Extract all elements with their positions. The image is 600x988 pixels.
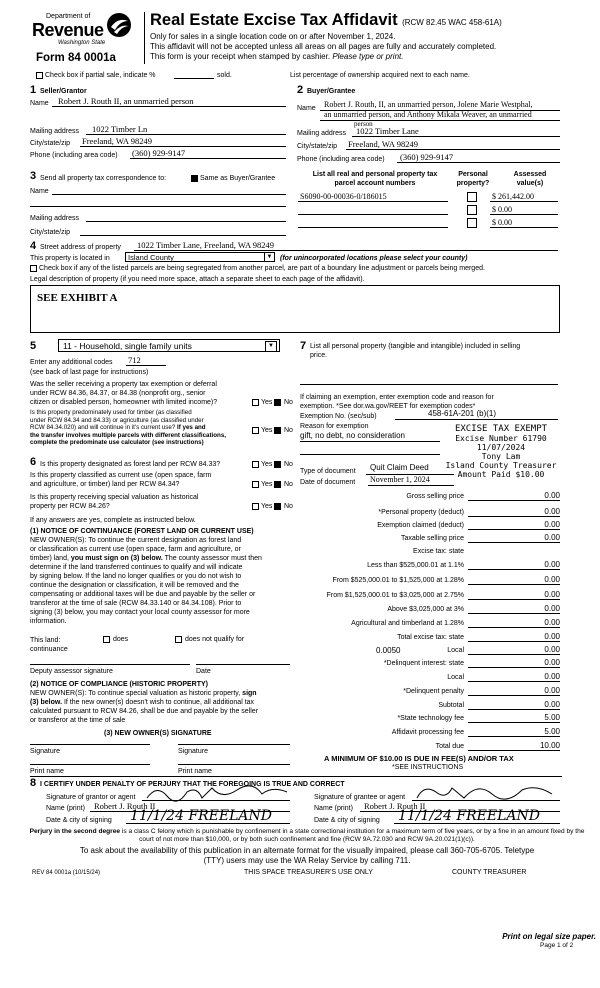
parcel-row-2-value-line: [490, 214, 558, 215]
parcel-col-header-3b: value(s): [516, 180, 544, 187]
tax-row-label: Gross selling price: [406, 493, 464, 500]
tax-row-line: [468, 500, 560, 501]
timber-question-b: under RCW 84.34 and 84.33) or agriculture (as classified under: [30, 416, 204, 424]
deputy-date-label: Date: [196, 668, 211, 675]
land-use-chevron-icon: ▼: [265, 341, 277, 352]
exemption-question: [30, 380, 260, 407]
exemption-reason-line-2[interactable]: [300, 454, 440, 455]
partial-sale-percent-field[interactable]: [174, 78, 214, 79]
exemption-claim-label-1: If claiming an exemption, enter exemption code and reason for: [300, 394, 494, 401]
document-type-label: Type of document: [300, 468, 356, 475]
same-as-buyer-label: Same as Buyer/Grantee: [200, 175, 276, 182]
tax-row-label: Less than $525,000.01 at 1.1%: [367, 562, 464, 569]
seller-mail-value[interactable]: 1022 Timber Ln: [92, 124, 148, 134]
unincorporated-note: (for unincorporated locations please select your county): [280, 255, 468, 262]
tax-row-line: [468, 695, 560, 696]
notice-compliance-b: [30, 698, 292, 707]
tax-row-value[interactable]: 0.00: [544, 645, 560, 654]
tax-row-value[interactable]: 0.00: [544, 604, 560, 613]
legal-description-label: Legal description of property (if you need more space, attach a separate sheet to each page of the affidavit).: [30, 276, 365, 283]
buyer-phone-label: Phone (including area code): [297, 156, 385, 163]
minimum-due-note: A MINIMUM OF $10.00 IS DUE IN FEE(S) AND/OR TAX: [324, 754, 514, 763]
new-owner-signature-title: (3) NEW OWNER(S) SIGNATURE: [104, 730, 212, 737]
land-use-select[interactable]: [58, 339, 280, 352]
forest-yes-label: Yes: [261, 461, 273, 468]
tax-row-line: [468, 516, 560, 517]
parcel-col-header-1b: parcel account numbers: [334, 180, 416, 187]
timber-question-a: Is this property predominately used for timber (as classified: [30, 409, 192, 416]
legal-description-box[interactable]: [30, 285, 560, 333]
parcel-row-3-personal-checkbox[interactable]: [467, 218, 477, 228]
parcel-row-1-value-line: [490, 201, 558, 202]
parcel-row-2-line[interactable]: [298, 214, 448, 215]
stamp-line-3: 11/07/2024: [476, 443, 526, 452]
notice-compliance-c: calculated pursuant to RCW 84.26, shall be due and payable by the seller: [30, 708, 259, 715]
owner-print-label-2: Print name: [178, 768, 212, 775]
current-use-question: [30, 471, 211, 489]
timber-question-d: If yes and: [177, 424, 206, 432]
tax-row-value[interactable]: 0.00: [544, 700, 560, 709]
deputy-date-line[interactable]: [196, 664, 290, 665]
perjury-notice: [22, 828, 592, 844]
parcel-col-header-1a: List all real and personal property tax: [312, 171, 438, 178]
segregate-label: Check box if any of the listed parcels are being segregated from another parcel, are part of a boundary line adjustment or parcels being merged.: [39, 265, 485, 272]
owner-signature-label-2: Signature: [178, 748, 208, 755]
notice-compliance-a2: sign: [242, 690, 257, 697]
partial-sale-label: Check box if partial sale, indicate %: [45, 72, 156, 79]
current-use-question-b: and agriculture, or timber) land per RCW 84.34?: [30, 481, 180, 488]
exemption-claim-label-2: exemption. *See dor.wa.gov/REET for exemption codes*: [300, 403, 476, 410]
section-2-heading: Buyer/Grantee: [307, 88, 356, 95]
land-does-not-label: does not qualify for: [185, 636, 245, 643]
section-3-mail-label: Mailing address: [30, 215, 80, 222]
current-use-yes-label: Yes: [261, 481, 273, 488]
additional-codes-value[interactable]: 712: [128, 355, 141, 365]
certify-statement: I CERTIFY UNDER PENALTY OF PERJURY THAT THE FOREGOING IS TRUE AND CORRECT: [40, 781, 345, 788]
header-divider: [144, 12, 145, 64]
timber-no-label: No: [284, 427, 293, 434]
parcel-col-header-2: [448, 170, 498, 188]
notice-continuance-f: continue the designation or classification, it will be removed and the: [30, 582, 239, 589]
exemption-number-label: Exemption No. (sec/sub): [300, 413, 377, 420]
county-select-value: Island County: [128, 253, 174, 262]
tax-row-value[interactable]: 0.00: [544, 658, 560, 667]
grantee-signature-scribble: [412, 780, 562, 804]
owner-signature-line-1[interactable]: [30, 744, 150, 745]
section-1-heading: Seller/Grantor: [40, 88, 87, 95]
buyer-phone-line: [397, 162, 560, 163]
tax-row-line: [468, 681, 560, 682]
notice-continuance-c3: The county assessor must then: [164, 555, 262, 562]
tax-row-label: Taxable selling price: [400, 535, 464, 542]
section-3-number: 3: [30, 170, 37, 182]
tax-row-line: [468, 627, 560, 628]
tax-row-label: *State technology fee: [397, 715, 464, 722]
parcel-col-header-2b: property?: [456, 180, 490, 187]
county-treasurer-label: COUNTY TREASURER: [452, 869, 527, 876]
owner-signature-label-1: Signature: [30, 748, 60, 755]
grantee-name-value[interactable]: Robert J. Routh II: [364, 801, 426, 811]
current-use-no-label: No: [284, 481, 293, 488]
tax-row-label: Total due: [435, 743, 464, 750]
parcel-col-header-3: [500, 170, 560, 188]
section-2-number: 2: [297, 84, 304, 96]
personal-property-label: [310, 342, 565, 360]
timber-question-c: [30, 424, 262, 432]
street-value[interactable]: 1022 Timber Lane, Freeland, WA 98249: [137, 240, 275, 250]
revenue-logo: [32, 10, 132, 52]
tax-row-label: From $1,525,000.01 to $3,025,000 at 2.75%: [326, 592, 464, 599]
logo-department: Department of: [46, 13, 91, 20]
tax-row-label: Above $3,025,000 at 3%: [387, 606, 464, 613]
section-4-number: 4: [30, 240, 37, 252]
buyer-name-value-2[interactable]: an unmarried person, and Anthony Mikala Weaver, an unmarried: [324, 110, 532, 119]
perjury-notice-bold: Perjury in the second degree: [29, 828, 121, 835]
grantee-signature-label: Signature of grantee or agent: [314, 794, 406, 801]
alternate-format-notice-2: (TTY) users may use the WA Relay Service by calling 711.: [203, 856, 411, 865]
header-line-1: Only for sales in a single location code on or after November 1, 2024.: [150, 32, 396, 41]
deputy-signature-label: Deputy assessor signature: [30, 668, 113, 675]
tax-row-value[interactable]: 5.00: [544, 713, 560, 722]
continuance-label: continuance: [30, 646, 68, 653]
stamp-line-1: EXCISE TAX EXEMPT: [454, 424, 548, 434]
historic-question-a: Is this property receiving special valuation as historical: [30, 494, 199, 501]
tax-row-label: Excise tax: state: [413, 548, 464, 555]
notice-compliance: [30, 680, 292, 725]
tax-row-line: [468, 569, 560, 570]
seller-name-value[interactable]: Robert J. Routh II, an unmarried person: [58, 96, 194, 106]
exemption-question-b: under RCW 84.36, 84.37, or 84.38 (nonprofit org., senior: [30, 390, 206, 397]
tax-row-line: [468, 736, 560, 737]
alternate-format-notice-1: To ask about the availability of this publication in an alternate format for the visually impaired, please call 360-705-6705. Teletype: [79, 846, 535, 855]
grantor-signature-label: Signature of grantor or agent: [46, 794, 136, 801]
seller-city-line: [80, 146, 286, 147]
tax-row-label: Subtotal: [438, 702, 464, 709]
section-7-number: 7: [300, 340, 307, 352]
stamp-line-4: Tony Lam: [481, 452, 521, 461]
buyer-name-value-3[interactable]: person: [354, 120, 373, 128]
tax-row-label: From $525,000.01 to $1,525,000 at 1.28%: [332, 577, 464, 584]
document-date-value[interactable]: November 1, 2024: [370, 475, 430, 484]
treasurer-stamp: [440, 425, 562, 479]
parcel-col-header-3a: Assessed: [513, 171, 547, 178]
notice-compliance-b2: If the new owner(s) doesn't wish to continue, all additional tax: [63, 699, 255, 706]
notice-continuance-g: compensating or additional taxes will be due and payable by the seller or: [30, 591, 256, 598]
section-5-number: 5: [30, 340, 37, 352]
tax-row-value[interactable]: 0.00: [544, 632, 560, 641]
alternate-format-notice: [22, 846, 592, 866]
exemption-yes-label: Yes: [261, 399, 273, 406]
buyer-mail-value[interactable]: 1022 Timber Lane: [356, 126, 419, 136]
notice-continuance-a: NEW OWNER(S): To continue the current designation as forest land: [30, 537, 242, 544]
timber-question-e: the transfer involves multiple parcels with different classifications,: [30, 431, 226, 439]
tax-row-label: Exemption claimed (deduct): [377, 522, 464, 529]
tax-row-line: [468, 750, 560, 751]
parcel-row-2-personal-checkbox[interactable]: [467, 205, 477, 215]
current-use-no-checkbox[interactable]: [274, 481, 281, 488]
notice-continuance-d: determine if the land transferred continues to qualify and will indicate: [30, 564, 243, 571]
tax-row-value[interactable]: 5.00: [544, 727, 560, 736]
parcel-row-1-value[interactable]: $ 261,442.00: [492, 192, 534, 201]
seller-mail-label: Mailing address: [30, 128, 80, 135]
seller-city-label: City/state/zip: [30, 140, 71, 147]
deputy-signature-line[interactable]: [30, 664, 190, 665]
tax-row-value[interactable]: 0.00: [544, 672, 560, 681]
exemption-number-line: [395, 419, 558, 420]
seller-name-line: [52, 106, 286, 107]
parcel-row-3-line[interactable]: [298, 227, 448, 228]
tax-row-label: Affidavit processing fee: [391, 729, 464, 736]
grantor-name-label: Name (print): [46, 805, 85, 812]
personal-property-label-1: List all personal property (tangible and intangible) included in selling: [310, 343, 521, 350]
timber-no-checkbox[interactable]: [274, 427, 281, 434]
buyer-city-line: [346, 149, 560, 150]
notice-compliance-title: (2) NOTICE OF COMPLIANCE (HISTORIC PROPERTY): [30, 681, 208, 688]
notice-continuance-i: signing (3) below, you may contact your local county assessor for more: [30, 609, 250, 616]
tax-row-value[interactable]: 0.00: [544, 533, 560, 542]
notice-continuance: [30, 527, 292, 626]
forest-no-checkbox[interactable]: [274, 461, 281, 468]
exemption-no-label: No: [284, 399, 293, 406]
tax-row-line: [468, 654, 560, 655]
document-date-label: Date of document: [300, 479, 356, 486]
notice-continuance-b: or classification as current use (open space, farm and agriculture, or: [30, 546, 241, 553]
section-3-label: Send all property tax correspondence to:: [40, 175, 167, 182]
tax-row-label: Local: [447, 674, 464, 681]
chevron-down-icon: ▼: [264, 253, 274, 261]
tax-row-value[interactable]: 0.00: [544, 560, 560, 569]
section-3-name-label: Name: [30, 188, 49, 195]
historic-yes-checkbox[interactable]: [252, 503, 259, 510]
tax-row-line: [468, 599, 560, 600]
tax-row-line: [468, 542, 560, 543]
tax-row-line: [468, 722, 560, 723]
stamp-line-5: Island County Treasurer: [445, 461, 557, 470]
timber-question-f: complete the predominate use calculator (see instructions): [30, 439, 204, 447]
county-select[interactable]: [125, 252, 275, 262]
header-line-3: [150, 52, 403, 62]
tax-row-value[interactable]: 0.00: [544, 618, 560, 627]
tax-row-value[interactable]: 0.00: [544, 590, 560, 599]
notice-continuance-c: [30, 554, 292, 563]
partial-sale-checkbox[interactable]: [36, 72, 43, 79]
exemption-reason-line-1: [300, 441, 440, 442]
header-line-3b: Please type or print.: [332, 52, 404, 61]
section-6-note: If any answers are yes, complete as instructed below.: [30, 517, 196, 524]
header-line-2: This affidavit will not be accepted unless all areas on all pages are fully and accurately completed.: [150, 42, 497, 51]
timber-question-c-text: RCW 84.34.020) and will continue in it's current use?: [30, 424, 176, 432]
tax-row-value[interactable]: 0.00: [544, 507, 560, 516]
tax-row-value[interactable]: 0.00: [544, 686, 560, 695]
logo-revenue: Revenue: [32, 20, 104, 40]
additional-codes-line: [126, 365, 166, 366]
document-type-value[interactable]: Quit Claim Deed: [370, 463, 429, 472]
tax-row-label: Local: [447, 647, 464, 654]
parcel-row-3-value[interactable]: $ 0.00: [492, 218, 512, 227]
buyer-city-value[interactable]: Freeland, WA 98249: [348, 139, 418, 149]
tax-row-label: *Delinquent penalty: [403, 688, 464, 695]
seller-phone-label: Phone (including area code): [30, 152, 118, 159]
header-line-3a: This form is your receipt when stamped by cashier.: [150, 52, 331, 61]
owner-print-line-1[interactable]: [30, 764, 150, 765]
forest-question: Is this property designated as forest land per RCW 84.33?: [40, 461, 221, 468]
historic-no-checkbox[interactable]: [274, 503, 281, 510]
tax-row-line: [468, 529, 560, 530]
form-title-rcw: (RCW 82.45 WAC 458-61A): [402, 18, 502, 27]
parcel-row-1-personal-checkbox[interactable]: [467, 192, 477, 202]
parcel-row-2-value[interactable]: $ 0.00: [492, 205, 512, 214]
additional-codes-note: (see back of last page for instructions): [30, 369, 149, 376]
historic-question-b: property per RCW 84.26?: [30, 503, 110, 510]
seller-city-value[interactable]: Freeland, WA 98249: [82, 136, 152, 146]
tax-row-line: [468, 584, 560, 585]
notice-continuance-e: by signing below. If the land no longer qualifies or you do not wish to: [30, 573, 242, 580]
stamp-line-2: Excise Number 61790: [455, 434, 547, 443]
exemption-no-checkbox[interactable]: [274, 399, 281, 406]
additional-codes-label: Enter any additional codes: [30, 359, 113, 366]
exemption-question-a: Was the seller receiving a property tax exemption or deferral: [30, 381, 217, 388]
perjury-notice-rest: is a class C felony which is punishable by confinement in a state correctional institution for a maximum term of five years, or by a fine in an amount fixed by the court of not more than $10,000, or by both such confinement and fine (RCW 9A.72.030 and RCW 9A.20.021(1)(c)).: [121, 828, 585, 843]
notice-continuance-c2: you must sign on (3) below.: [70, 555, 163, 562]
form-title-text: Real Estate Excise Tax Affidavit: [150, 11, 398, 29]
land-does-label: does: [113, 636, 129, 643]
form-title: [150, 11, 502, 30]
timber-question: [30, 409, 262, 447]
buyer-name-value-1[interactable]: Robert J. Routh, II, an unmarried person, Jolene Marie Westphal,: [324, 100, 533, 109]
historic-question: [30, 493, 198, 511]
legal-description-text: SEE EXHIBIT A: [37, 292, 118, 304]
grantor-date-label: Date & city of signing: [46, 817, 112, 824]
stamp-line-6: Amount Paid $10.00: [457, 470, 545, 479]
tax-row-label: Agricultural and timberland at 1.28%: [351, 620, 464, 627]
parcel-row-3-value-line: [490, 227, 558, 228]
section-6-number: 6: [30, 456, 37, 468]
tax-row-label: Total excise tax: state: [397, 634, 464, 641]
land-use-select-value: 11 - Household, single family units: [63, 341, 192, 351]
notice-compliance-a: [30, 689, 292, 698]
current-use-yes-checkbox[interactable]: [252, 481, 259, 488]
notice-continuance-j: information.: [30, 618, 67, 625]
revenue-swoosh-icon: [106, 12, 132, 38]
tax-row-value[interactable]: 0.00: [544, 520, 560, 529]
personal-property-label-2: price.: [310, 352, 328, 359]
buyer-name-label: Name: [297, 105, 316, 112]
notice-continuance-title: (1) NOTICE OF CONTINUANCE (FOREST LAND OR CURRENT USE): [30, 528, 254, 535]
section-3-city-line[interactable]: [80, 235, 286, 236]
see-instructions: *SEE INSTRUCTIONS: [392, 764, 464, 771]
section-1-number: 1: [30, 84, 37, 96]
land-does-checkbox[interactable]: [103, 636, 110, 643]
section-3-city-label: City/state/zip: [30, 229, 71, 236]
street-label: Street address of property: [40, 244, 121, 251]
exemption-yes-checkbox[interactable]: [252, 399, 259, 406]
grantee-name-label: Name (print): [314, 805, 353, 812]
segregate-checkbox[interactable]: [30, 265, 37, 272]
forest-yes-checkbox[interactable]: [252, 461, 259, 468]
seller-mail-line: [86, 134, 286, 135]
seller-phone-value[interactable]: (360) 929-9147: [132, 148, 186, 158]
document-date-line: [368, 485, 454, 486]
grantee-date-label: Date & city of signing: [314, 817, 380, 824]
timber-yes-label: Yes: [261, 427, 273, 434]
tax-row-label: *Personal property (deduct): [378, 509, 464, 516]
buyer-mail-line: [352, 136, 560, 137]
owner-signature-line-2[interactable]: [178, 744, 290, 745]
tax-row-line: [468, 641, 560, 642]
section-3-mail-line[interactable]: [86, 221, 286, 222]
historic-yes-label: Yes: [261, 503, 273, 510]
grantee-date-value[interactable]: 11/1/24 FREELAND: [398, 808, 540, 824]
exemption-reason-value[interactable]: gift, no debt, no consideration: [300, 431, 405, 440]
legal-size-note: Print on legal size paper.: [502, 932, 596, 941]
revision-number: REV 84 0001a (10/15/24): [32, 870, 101, 876]
buyer-mail-label: Mailing address: [297, 130, 347, 137]
land-does-not-checkbox[interactable]: [175, 636, 182, 643]
section-3-name-line-2[interactable]: [30, 206, 286, 207]
current-use-question-a: Is this property classified as current use (open space, farm: [30, 472, 212, 479]
buyer-phone-value[interactable]: (360) 929-9147: [400, 152, 454, 162]
parcel-row-1-number[interactable]: S6090-00-00036-0/186015: [300, 192, 387, 201]
logo-state: Washington State: [58, 40, 106, 46]
notice-continuance-c1: timber) land,: [30, 555, 69, 562]
tax-row-value[interactable]: 0.00: [544, 491, 560, 500]
section-3-name-line[interactable]: [52, 194, 286, 195]
section-8-number: 8: [30, 777, 37, 789]
owner-print-label-1: Print name: [30, 768, 64, 775]
notice-compliance-b1: (3) below.: [30, 699, 63, 706]
tax-row-line: [468, 709, 560, 710]
tax-row-value[interactable]: 10.00: [539, 741, 560, 750]
treasurer-use-label: THIS SPACE TREASURER'S USE ONLY: [244, 869, 373, 876]
street-line: [134, 250, 558, 251]
ownership-percent-label: List percentage of ownership acquired next to each name.: [290, 72, 470, 79]
partial-sale-sold: sold.: [217, 72, 232, 79]
grantor-date-value[interactable]: 11/1/24 FREELAND: [130, 808, 272, 824]
tax-row-value[interactable]: 0.00: [544, 575, 560, 584]
buyer-city-label: City/state/zip: [297, 143, 338, 150]
parcel-col-header-1: [300, 170, 450, 188]
tax-row-label: *Delinquent interest: state: [383, 660, 464, 667]
section-8-bar: [30, 776, 562, 777]
owner-print-line-2[interactable]: [178, 764, 290, 765]
this-land-label: This land:: [30, 637, 61, 644]
local-rate[interactable]: 0.0050: [376, 646, 401, 655]
parcel-col-header-2a: Personal: [458, 171, 488, 178]
notice-compliance-a1: NEW OWNER(S): To continue special valuation as historic property,: [30, 690, 241, 697]
exemption-reason-label: Reason for exemption: [300, 423, 369, 430]
exemption-number-value[interactable]: 458-61A-201 (b)(1): [428, 409, 497, 418]
notice-continuance-h: transferor at the time of sale (RCW 84.33.140 or 84.34.108). Prior to: [30, 600, 242, 607]
page-number: Page 1 of 2: [540, 942, 574, 949]
seller-phone-line: [130, 158, 286, 159]
notice-compliance-d: or transferor at the time of sale: [30, 717, 126, 724]
timber-yes-checkbox[interactable]: [252, 427, 259, 434]
tax-row-line: [468, 667, 560, 668]
same-as-buyer-checkbox[interactable]: [191, 175, 198, 182]
historic-no-label: No: [284, 503, 293, 510]
tax-row-line: [468, 613, 560, 614]
forest-no-label: No: [284, 461, 293, 468]
grantor-name-value[interactable]: Robert J. Routh II: [94, 801, 156, 811]
personal-property-line[interactable]: [300, 384, 558, 385]
located-label: This property is located in: [30, 255, 110, 262]
form-number: Form 84 0001a: [36, 52, 116, 64]
grantor-signature-scribble: [142, 782, 292, 804]
seller-name-label: Name: [30, 100, 49, 107]
exemption-question-c: citizen or disabled person, homeowner with limited income)?: [30, 399, 218, 406]
parcel-row-1-line: [298, 201, 448, 202]
